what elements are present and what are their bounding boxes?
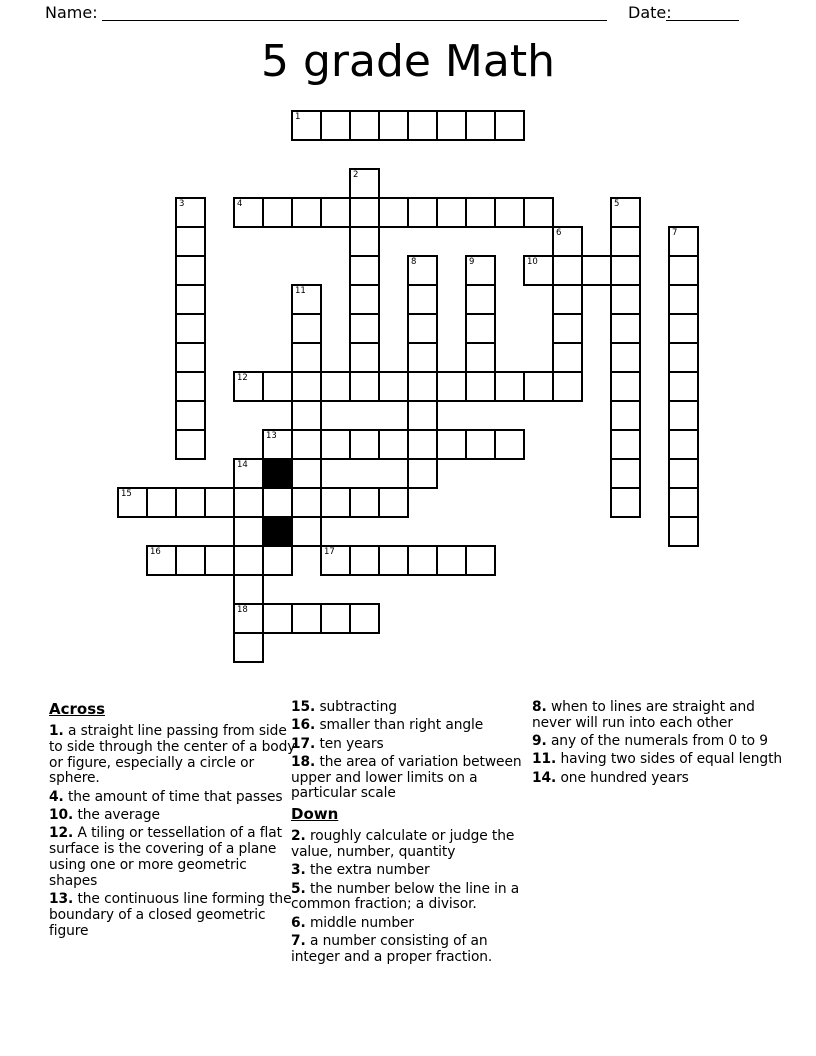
crossword-cell[interactable] bbox=[320, 603, 351, 634]
crossword-cell[interactable] bbox=[465, 545, 496, 576]
clue-item bbox=[49, 826, 297, 889]
clue-item bbox=[532, 771, 784, 787]
crossword-cell[interactable] bbox=[175, 371, 206, 402]
clue-item-text: smaller than right angle bbox=[319, 717, 484, 734]
crossword-cell[interactable] bbox=[465, 255, 496, 286]
crossword-cell[interactable] bbox=[407, 197, 438, 228]
crossword-cell[interactable] bbox=[668, 284, 699, 315]
clue-number-label: 15 bbox=[121, 489, 132, 499]
crossword-cell[interactable] bbox=[378, 545, 409, 576]
clue-item bbox=[532, 752, 784, 768]
clue-number-label: 1 bbox=[295, 112, 301, 122]
crossword-cell[interactable] bbox=[262, 429, 293, 460]
clue-number-label: 14 bbox=[237, 460, 248, 470]
crossword-cell[interactable] bbox=[610, 197, 641, 228]
crossword-cell[interactable] bbox=[233, 458, 264, 489]
crossword-cell[interactable] bbox=[349, 603, 380, 634]
crossword-cell[interactable] bbox=[349, 342, 380, 373]
crossword-cell[interactable] bbox=[552, 226, 583, 257]
clue-number-label: 12 bbox=[237, 373, 248, 383]
crossword-cell[interactable] bbox=[262, 603, 293, 634]
crossword-cell[interactable] bbox=[349, 284, 380, 315]
clue-item-text: A tiling or tessellation of a flat surface is the covering of a plane using one or more geometric shapes bbox=[49, 825, 282, 889]
crossword-cell[interactable] bbox=[407, 400, 438, 431]
crossword-cell[interactable] bbox=[233, 574, 264, 605]
crossword-cell[interactable] bbox=[320, 197, 351, 228]
clue-item-text: a number consisting of an integer and a proper fraction. bbox=[291, 933, 493, 965]
crossword-cell[interactable] bbox=[494, 197, 525, 228]
crossword-cell[interactable] bbox=[436, 371, 467, 402]
clue-number-label: 7 bbox=[672, 228, 678, 238]
crossword-cell[interactable] bbox=[349, 371, 380, 402]
crossword-cell[interactable] bbox=[320, 429, 351, 460]
crossword-cell[interactable] bbox=[407, 342, 438, 373]
crossword-cell[interactable] bbox=[668, 255, 699, 286]
clue-item-text: any of the numerals from 0 to 9 bbox=[550, 733, 768, 750]
crossword-cell[interactable] bbox=[146, 487, 177, 518]
crossword-cell[interactable] bbox=[262, 371, 293, 402]
crossword-cell[interactable] bbox=[552, 342, 583, 373]
crossword-cell[interactable] bbox=[175, 197, 206, 228]
crossword-cell[interactable] bbox=[610, 255, 641, 286]
black-cell bbox=[262, 516, 293, 547]
crossword-cell[interactable] bbox=[262, 197, 293, 228]
crossword-cell[interactable] bbox=[349, 255, 380, 286]
clue-item-number: 6. bbox=[291, 914, 306, 931]
clue-item bbox=[532, 700, 784, 732]
clue-item-number: 1. bbox=[49, 723, 64, 739]
crossword-cell[interactable] bbox=[233, 603, 264, 634]
crossword-cell[interactable] bbox=[523, 197, 554, 228]
crossword-cell[interactable] bbox=[262, 487, 293, 518]
crossword-cell[interactable] bbox=[291, 458, 322, 489]
clue-item-text: the amount of time that passes bbox=[67, 788, 283, 805]
clue-item-number: 17. bbox=[291, 735, 316, 752]
crossword-cell[interactable] bbox=[610, 400, 641, 431]
clue-item bbox=[532, 734, 784, 750]
crossword-cell[interactable] bbox=[175, 487, 206, 518]
crossword-cell[interactable] bbox=[668, 313, 699, 344]
crossword-cell[interactable] bbox=[204, 487, 235, 518]
clue-item-number: 10. bbox=[49, 806, 74, 823]
clue-item-number: 3. bbox=[291, 862, 306, 879]
crossword-cell[interactable] bbox=[291, 110, 322, 141]
crossword-cell[interactable] bbox=[436, 197, 467, 228]
crossword-cell[interactable] bbox=[320, 545, 351, 576]
clue-item bbox=[291, 916, 533, 932]
clue-item-number: 9. bbox=[532, 733, 547, 750]
crossword-cell[interactable] bbox=[291, 516, 322, 547]
clue-item-number: 8. bbox=[532, 699, 547, 715]
crossword-cell[interactable] bbox=[581, 255, 612, 286]
clue-item bbox=[49, 892, 297, 939]
page-title: 5 grade Math bbox=[260, 36, 555, 87]
clue-item bbox=[49, 808, 297, 824]
crossword-cell[interactable] bbox=[233, 545, 264, 576]
clue-item-number: 11. bbox=[532, 751, 557, 768]
crossword-cell[interactable] bbox=[668, 487, 699, 518]
crossword-cell[interactable] bbox=[610, 458, 641, 489]
crossword-cell[interactable] bbox=[465, 110, 496, 141]
crossword-cell[interactable] bbox=[407, 371, 438, 402]
crossword-cell[interactable] bbox=[117, 487, 148, 518]
clue-number-label: 4 bbox=[237, 199, 243, 209]
clue-item bbox=[291, 934, 533, 966]
crossword-cell[interactable] bbox=[233, 197, 264, 228]
crossword-cell[interactable] bbox=[610, 284, 641, 315]
crossword-cell[interactable] bbox=[465, 197, 496, 228]
clue-item-text: the number below the line in a common fraction; a divisor. bbox=[291, 880, 520, 913]
crossword-cell[interactable] bbox=[291, 284, 322, 315]
crossword-cell[interactable] bbox=[494, 429, 525, 460]
crossword-cell[interactable] bbox=[465, 284, 496, 315]
crossword-cell[interactable] bbox=[233, 516, 264, 547]
crossword-cell[interactable] bbox=[523, 371, 554, 402]
clue-item-text: roughly calculate or judge the value, number, quantity bbox=[291, 828, 515, 861]
clue-number-label: 13 bbox=[266, 431, 277, 441]
crossword-cell[interactable] bbox=[407, 458, 438, 489]
clue-number-label: 2 bbox=[353, 170, 359, 180]
crossword-cell[interactable] bbox=[465, 429, 496, 460]
date-label: Date: bbox=[628, 3, 672, 22]
crossword-cell[interactable] bbox=[610, 313, 641, 344]
crossword-cell[interactable] bbox=[494, 371, 525, 402]
clue-number-label: 3 bbox=[179, 199, 185, 209]
clue-item bbox=[291, 737, 533, 753]
clue-number-label: 18 bbox=[237, 605, 248, 615]
crossword-cell[interactable] bbox=[668, 458, 699, 489]
crossword-cell[interactable] bbox=[407, 284, 438, 315]
crossword-cell[interactable] bbox=[175, 226, 206, 257]
crossword-cell[interactable] bbox=[204, 545, 235, 576]
clue-item-text: subtracting bbox=[319, 699, 397, 715]
crossword-cell[interactable] bbox=[436, 429, 467, 460]
clue-number-label: 16 bbox=[150, 547, 161, 557]
crossword-cell[interactable] bbox=[552, 255, 583, 286]
crossword-cell[interactable] bbox=[668, 371, 699, 402]
crossword-cell[interactable] bbox=[552, 313, 583, 344]
crossword-cell[interactable] bbox=[668, 342, 699, 373]
crossword-cell[interactable] bbox=[407, 429, 438, 460]
crossword-cell[interactable] bbox=[610, 487, 641, 518]
crossword-cell[interactable] bbox=[175, 342, 206, 373]
crossword-cell[interactable] bbox=[465, 371, 496, 402]
crossword-cell[interactable] bbox=[552, 371, 583, 402]
crossword-cell[interactable] bbox=[233, 632, 264, 663]
crossword-cell[interactable] bbox=[175, 429, 206, 460]
clue-item bbox=[291, 700, 533, 716]
clue-item bbox=[291, 755, 533, 802]
name-label: Name: bbox=[45, 3, 98, 22]
clue-item bbox=[291, 718, 533, 734]
clue-item-number: 13. bbox=[49, 890, 74, 907]
crossword-cell[interactable] bbox=[610, 342, 641, 373]
crossword-cell[interactable] bbox=[291, 429, 322, 460]
crossword-cell[interactable] bbox=[407, 255, 438, 286]
crossword-cell[interactable] bbox=[320, 371, 351, 402]
clue-number-label: 17 bbox=[324, 547, 335, 557]
crossword-cell[interactable] bbox=[349, 545, 380, 576]
crossword-cell[interactable] bbox=[610, 429, 641, 460]
crossword-cell[interactable] bbox=[175, 545, 206, 576]
clue-item-text: the area of variation between upper and lower limits on a particular scale bbox=[291, 753, 522, 802]
clue-item-text: the continuous line forming the boundary of a closed geometric figure bbox=[49, 890, 292, 939]
crossword-cell[interactable] bbox=[378, 197, 409, 228]
crossword-cell[interactable] bbox=[233, 371, 264, 402]
crossword-cell[interactable] bbox=[407, 545, 438, 576]
clue-item-number: 4. bbox=[49, 788, 64, 805]
crossword-cell[interactable] bbox=[349, 197, 380, 228]
crossword-cell[interactable] bbox=[610, 226, 641, 257]
clue-column-across bbox=[49, 700, 297, 942]
black-cell bbox=[262, 458, 293, 489]
clue-number-label: 9 bbox=[469, 257, 475, 267]
crossword-cell[interactable] bbox=[291, 487, 322, 518]
crossword-cell[interactable] bbox=[291, 371, 322, 402]
clue-number-label: 5 bbox=[614, 199, 620, 209]
crossword-cell[interactable] bbox=[291, 603, 322, 634]
crossword-cell[interactable] bbox=[175, 284, 206, 315]
crossword-cell[interactable] bbox=[262, 545, 293, 576]
clue-number-label: 6 bbox=[556, 228, 562, 238]
clue-item-number: 12. bbox=[49, 825, 74, 842]
crossword-cell[interactable] bbox=[436, 110, 467, 141]
clue-item-number: 7. bbox=[291, 933, 306, 950]
clue-list-heading: Across bbox=[49, 700, 106, 718]
clue-item bbox=[49, 790, 297, 806]
clue-item-text: middle number bbox=[309, 914, 414, 931]
crossword-cell[interactable] bbox=[465, 313, 496, 344]
clue-number-label: 10 bbox=[527, 257, 538, 267]
clue-item-number: 16. bbox=[291, 717, 316, 734]
clue-item-text: the extra number bbox=[309, 862, 430, 879]
clue-item-text: a straight line passing from side to side through the center of a body or figure, especially a circle or sphere. bbox=[49, 723, 296, 787]
crossword-cell[interactable] bbox=[175, 255, 206, 286]
crossword-cell[interactable] bbox=[233, 487, 264, 518]
crossword-cell[interactable] bbox=[668, 429, 699, 460]
crossword-cell[interactable] bbox=[175, 400, 206, 431]
clue-item-text: one hundred years bbox=[560, 769, 689, 786]
crossword-cell[interactable] bbox=[349, 226, 380, 257]
clue-item bbox=[291, 882, 533, 914]
clue-list-heading: Down bbox=[291, 805, 339, 824]
crossword-cell[interactable] bbox=[494, 110, 525, 141]
crossword-cell[interactable] bbox=[378, 110, 409, 141]
clue-item-number: 5. bbox=[291, 880, 306, 897]
clue-item-number: 15. bbox=[291, 699, 316, 715]
crossword-cell[interactable] bbox=[349, 487, 380, 518]
crossword-cell[interactable] bbox=[436, 545, 467, 576]
clue-item-number: 2. bbox=[291, 828, 306, 845]
clue-item-number: 18. bbox=[291, 753, 316, 770]
crossword-cell[interactable] bbox=[407, 110, 438, 141]
name-input-line[interactable] bbox=[102, 2, 607, 21]
crossword-cell[interactable] bbox=[523, 255, 554, 286]
crossword-cell[interactable] bbox=[668, 516, 699, 547]
crossword-cell[interactable] bbox=[349, 168, 380, 199]
crossword-cell[interactable] bbox=[378, 487, 409, 518]
crossword-cell[interactable] bbox=[320, 487, 351, 518]
clue-column-middle bbox=[291, 700, 533, 968]
clue-column-down bbox=[532, 700, 784, 789]
crossword-cell[interactable] bbox=[668, 226, 699, 257]
crossword-cell[interactable] bbox=[291, 197, 322, 228]
crossword-cell[interactable] bbox=[291, 313, 322, 344]
crossword-cell[interactable] bbox=[146, 545, 177, 576]
crossword-cell[interactable] bbox=[668, 400, 699, 431]
crossword-cell[interactable] bbox=[552, 284, 583, 315]
clue-item-text: ten years bbox=[319, 735, 384, 752]
date-input-line[interactable] bbox=[666, 2, 739, 21]
clue-item-text: the average bbox=[77, 806, 160, 823]
crossword-cell[interactable] bbox=[320, 110, 351, 141]
crossword-cell[interactable] bbox=[349, 429, 380, 460]
clue-item-number: 14. bbox=[532, 769, 557, 786]
crossword-cell[interactable] bbox=[291, 400, 322, 431]
clue-number-label: 8 bbox=[411, 257, 417, 267]
crossword-cell[interactable] bbox=[291, 342, 322, 373]
crossword-cell[interactable] bbox=[175, 313, 206, 344]
clue-item-text: when to lines are straight and never will run into each other bbox=[532, 699, 755, 731]
crossword-cell[interactable] bbox=[349, 313, 380, 344]
clue-item bbox=[291, 829, 533, 861]
crossword-cell[interactable] bbox=[407, 313, 438, 344]
crossword-cell[interactable] bbox=[465, 342, 496, 373]
crossword-cell[interactable] bbox=[349, 110, 380, 141]
clue-item-text: having two sides of equal length bbox=[560, 751, 783, 768]
crossword-cell[interactable] bbox=[378, 371, 409, 402]
crossword-cell[interactable] bbox=[610, 371, 641, 402]
clue-number-label: 11 bbox=[295, 286, 306, 296]
clue-item bbox=[291, 863, 533, 879]
clue-item bbox=[49, 724, 297, 787]
crossword-cell[interactable] bbox=[378, 429, 409, 460]
